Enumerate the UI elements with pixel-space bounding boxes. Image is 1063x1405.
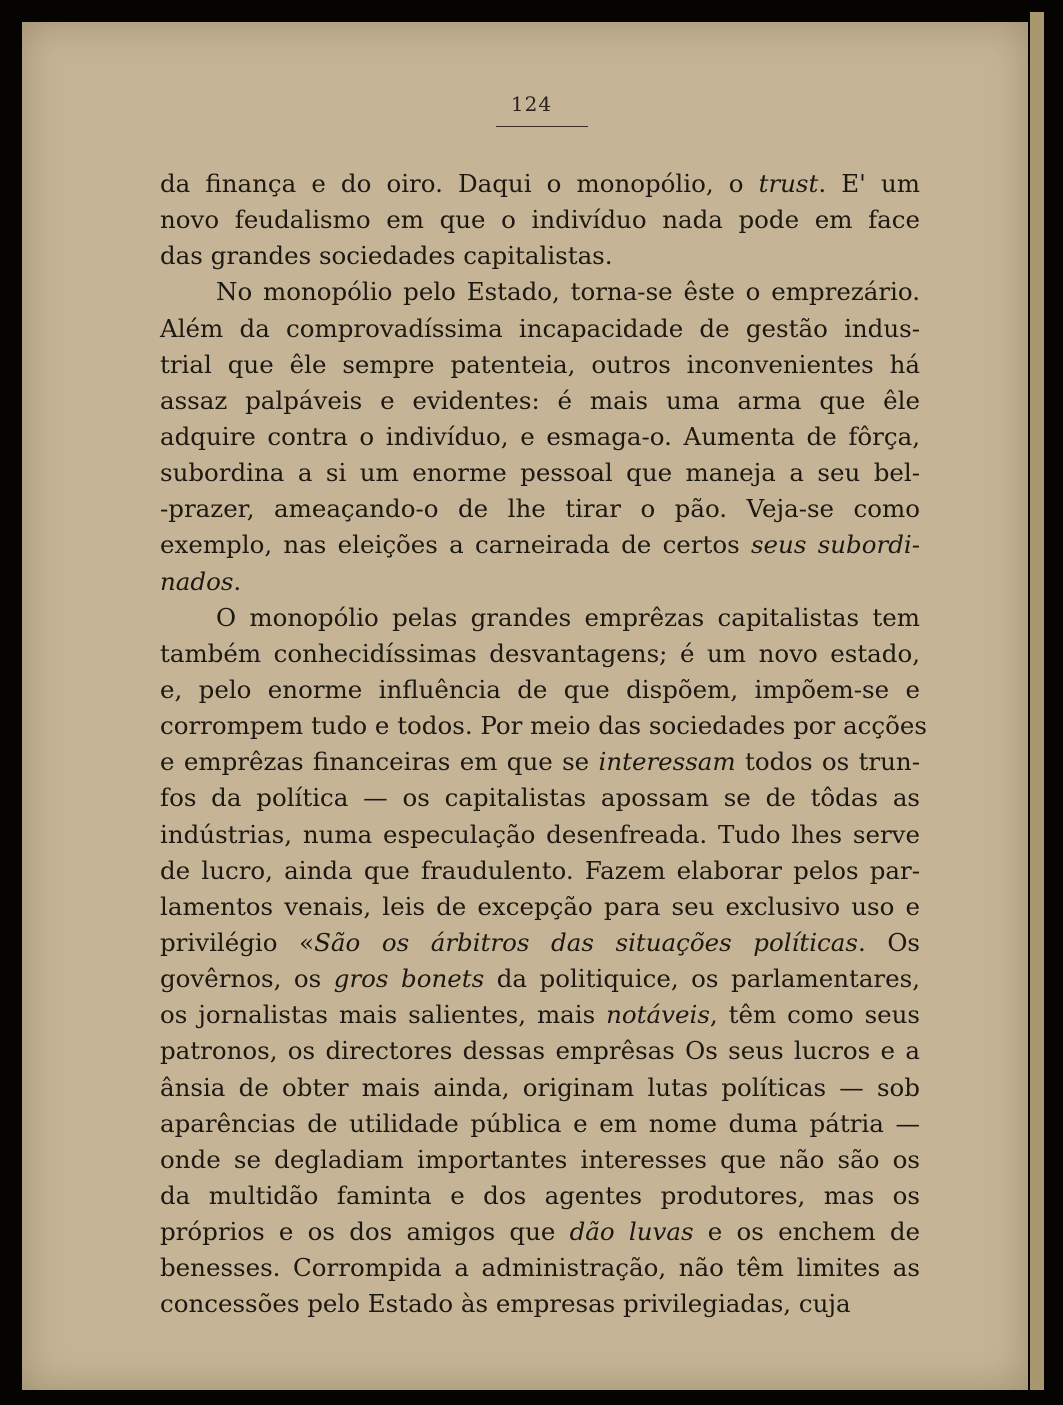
text-line xyxy=(160,961,920,997)
italic-segment: gros bonets xyxy=(333,964,485,994)
text-segment: de lucro, ainda que fraudulento. Fazem elaborar pelos par- xyxy=(160,855,920,885)
italic-segment: nados xyxy=(160,566,234,596)
italic-segment: interessam xyxy=(598,747,736,777)
text-line xyxy=(160,455,920,491)
text-line xyxy=(160,527,920,563)
text-line xyxy=(160,1286,920,1322)
text-segment: . xyxy=(233,566,242,596)
text-line xyxy=(160,636,920,672)
text-segment: também conhecidíssimas desvantagens; é um novo estado, xyxy=(160,638,920,668)
italic-segment: dão luvas xyxy=(569,1217,694,1247)
text-line xyxy=(160,274,920,310)
text-line xyxy=(160,1250,920,1286)
text-line xyxy=(160,925,920,961)
text-segment: novo feudalismo em que o indivíduo nada pode em face xyxy=(160,205,920,235)
text-segment: indústrias, numa especulação desenfreada. Tudo lhes serve xyxy=(160,819,920,849)
text-segment: No monopólio pelo Estado, torna-se êste o emprezário. xyxy=(216,277,920,307)
text-segment: subordina a si um enorme pessoal que maneja a seu bel- xyxy=(160,458,920,488)
header-rule xyxy=(496,126,588,127)
text-segment: os jornalistas mais salientes, mais xyxy=(160,1000,607,1030)
text-line xyxy=(160,997,920,1033)
text-line xyxy=(160,383,920,419)
text-line xyxy=(160,238,920,274)
text-segment: patronos, os directores dessas emprêsas Os seus lucros e a xyxy=(160,1036,920,1066)
text-segment: todos os trun- xyxy=(735,747,920,777)
text-line xyxy=(160,853,920,889)
text-line xyxy=(160,347,920,383)
text-line xyxy=(160,672,920,708)
text-line xyxy=(160,600,920,636)
text-segment: trial que êle sempre patenteia, outros inconvenientes há xyxy=(160,349,920,379)
text-line xyxy=(160,1178,920,1214)
text-segment: . E' um xyxy=(818,169,920,198)
italic-segment: São os árbitros das situações políticas xyxy=(314,927,858,957)
text-segment: das grandes sociedades capitalistas. xyxy=(160,241,613,271)
text-segment: da finança e do oiro. Daqui o monopólio, o xyxy=(160,169,759,198)
text-segment: -prazer, ameaçando-o de lhe tirar o pão. Veja-se como xyxy=(160,494,920,524)
text-segment: O monopólio pelas grandes emprêzas capitalistas tem xyxy=(216,602,920,632)
text-line xyxy=(160,311,920,347)
text-line xyxy=(160,419,920,455)
text-segment: da politiquice, os parlamentares, xyxy=(484,964,920,994)
italic-segment: seus subordi- xyxy=(750,530,920,560)
text-segment: da multidão faminta e dos agentes produtores, mas os xyxy=(160,1180,920,1210)
text-line xyxy=(160,1070,920,1106)
text-segment: govêrnos, os xyxy=(160,964,334,994)
text-segment: exemplo, nas eleições a carneirada de certos xyxy=(160,530,751,560)
text-line xyxy=(160,744,920,780)
page-edge xyxy=(1030,12,1044,1390)
text-segment: privilégio « xyxy=(160,927,315,957)
text-line xyxy=(160,564,920,600)
text-line xyxy=(160,708,927,744)
text-line xyxy=(160,202,920,238)
text-line xyxy=(160,1214,920,1250)
text-segment: próprios e os dos amigos que xyxy=(160,1217,570,1247)
text-segment: e os enchem de xyxy=(693,1217,920,1247)
text-segment: , têm como seus xyxy=(709,1000,921,1030)
text-segment: corrompem tudo e todos. Por meio das sociedades por acções xyxy=(160,711,927,741)
text-segment: . Os xyxy=(857,927,921,957)
text-segment: lamentos venais, leis de excepção para seu exclusivo uso e xyxy=(160,891,920,921)
text-line xyxy=(160,1033,920,1069)
text-segment: Além da comprovadíssima incapacidade de gestão indus- xyxy=(160,313,920,343)
text-segment: onde se degladiam importantes interesses que não são os xyxy=(160,1144,920,1174)
text-segment: e, pelo enorme influência de que dispõem, impõem-se e xyxy=(160,674,920,704)
text-line xyxy=(160,889,920,925)
text-line xyxy=(160,166,920,202)
text-segment: fos da política — os capitalistas apossam se de tôdas as xyxy=(160,783,920,813)
text-segment: adquire contra o indivíduo, e esmaga-o. Aumenta de fôrça, xyxy=(160,421,920,451)
text-segment: e emprêzas financeiras em que se xyxy=(160,747,599,777)
page-number: 124 xyxy=(510,92,553,116)
text-segment: ânsia de obter mais ainda, originam lutas políticas — sob xyxy=(160,1072,920,1102)
text-segment: aparências de utilidade pública e em nome duma pátria — xyxy=(160,1108,920,1138)
text-line xyxy=(160,1106,920,1142)
text-segment: concessões pelo Estado às empresas privilegiadas, cuja xyxy=(160,1289,851,1319)
text-line xyxy=(160,1142,920,1178)
italic-segment: notáveis xyxy=(606,1000,710,1030)
text-segment: benesses. Corrompida a administração, não têm limites as xyxy=(160,1253,920,1283)
text-segment: assaz palpáveis e evidentes: é mais uma arma que êle xyxy=(160,385,920,415)
body-text xyxy=(160,166,927,1323)
italic-segment: trust xyxy=(758,169,819,198)
text-line xyxy=(160,780,920,816)
text-line xyxy=(160,491,920,527)
text-line xyxy=(160,817,920,853)
